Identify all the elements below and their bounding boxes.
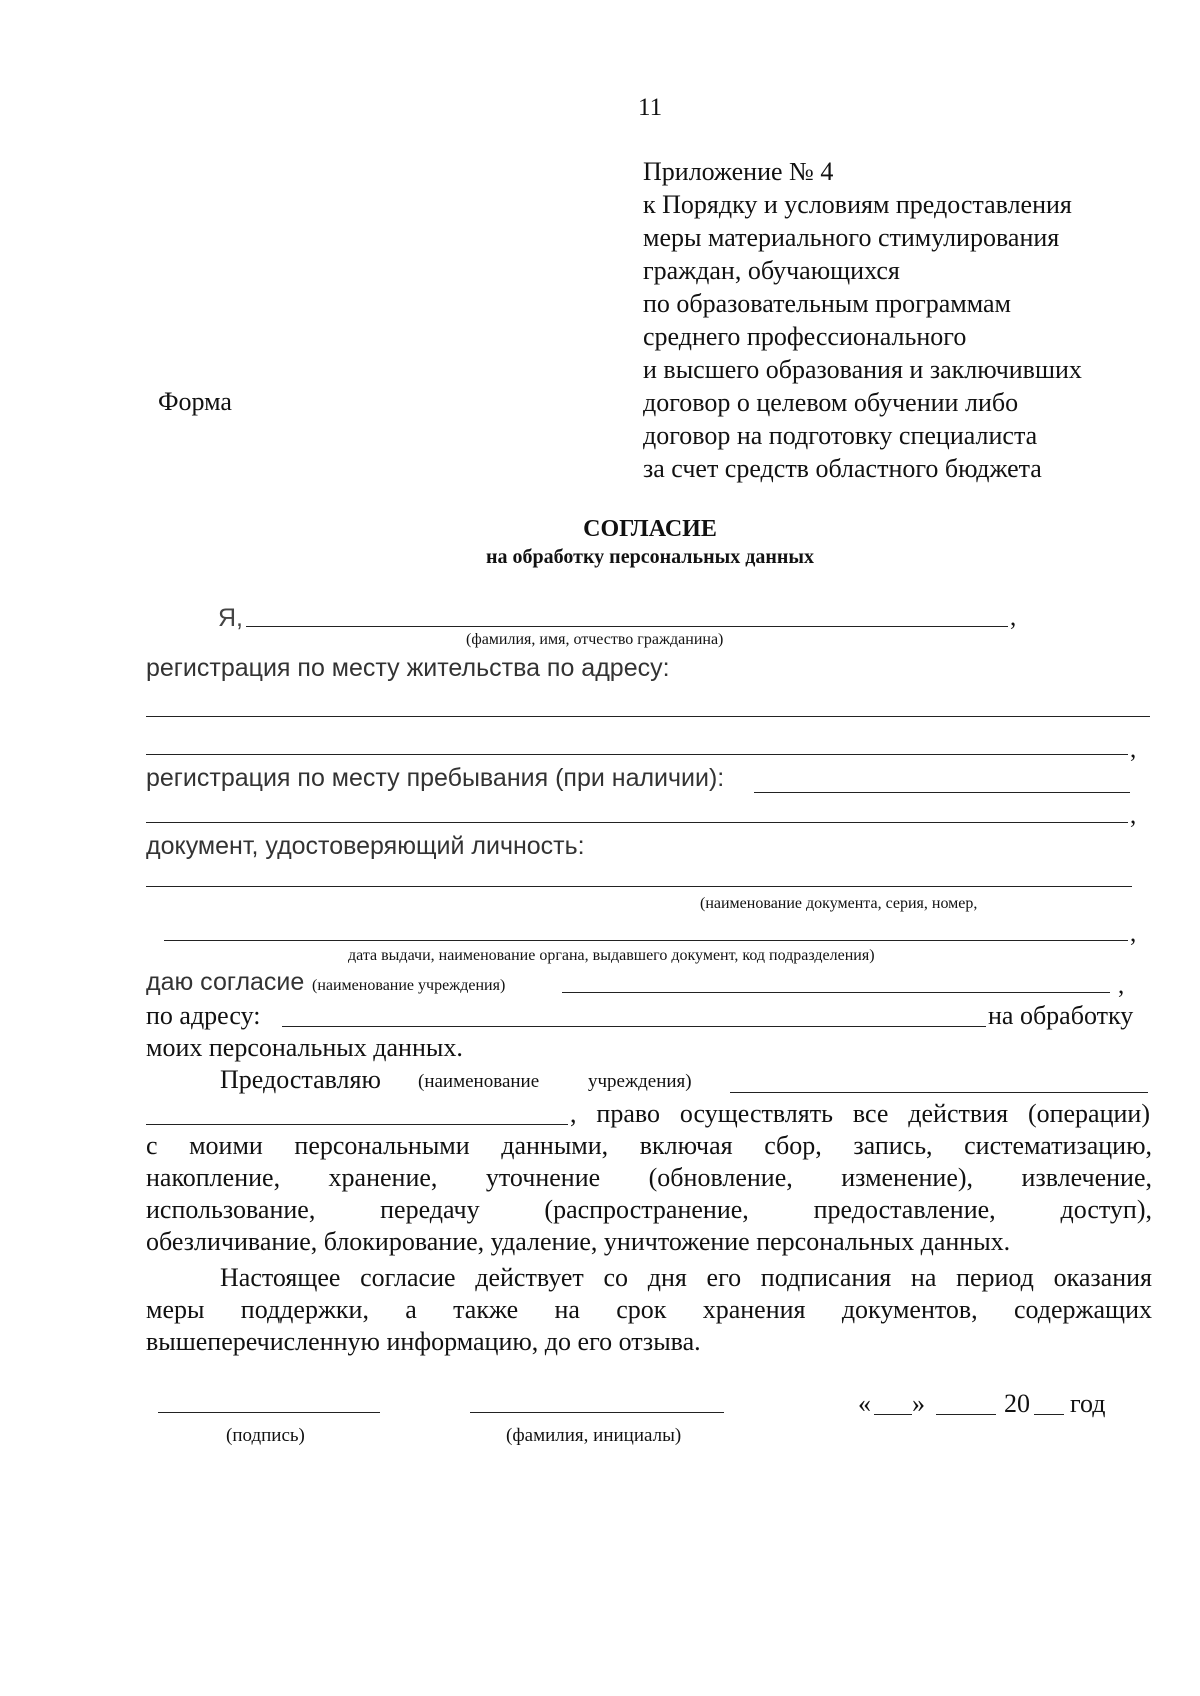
fio-field[interactable] — [246, 626, 1008, 627]
institution-hint: (наименование учреждения) — [312, 977, 506, 994]
paragraph-line: Настоящее согласие действует со дня его подписания на период оказания — [220, 1263, 1152, 1292]
rights-paragraph — [146, 1130, 1152, 1258]
name-initials-field[interactable] — [470, 1412, 724, 1413]
appendix-line: по образовательным программам — [643, 289, 1012, 318]
id-document-field-2[interactable] — [164, 940, 1128, 941]
appendix-line: граждан, обучающихся — [643, 256, 900, 285]
fio-hint: (фамилия, имя, отчество гражданина) — [466, 631, 724, 648]
year-prefix: 20 — [1004, 1389, 1030, 1418]
paragraph-line: меры поддержки, а также на срок хранения документов, содержащих — [146, 1295, 1152, 1324]
appendix-line: договор на подготовку специалиста — [643, 421, 1038, 450]
paragraph-line: использование, передачу (распространение, предоставление, доступ), — [146, 1195, 1152, 1224]
address-label: по адресу: — [146, 1001, 261, 1030]
form-label: Форма — [158, 387, 232, 416]
stay-address-field-2[interactable] — [146, 822, 1128, 823]
appendix-line: Приложение № 4 — [643, 157, 834, 186]
signature-hint: (подпись) — [226, 1425, 305, 1446]
stay-address-field-1[interactable] — [754, 792, 1130, 793]
appendix-block — [643, 156, 1082, 486]
provide-institution-field-1[interactable] — [730, 1092, 1148, 1093]
date-close-quote: » — [912, 1389, 925, 1418]
appendix-line: и высшего образования и заключивших — [643, 355, 1082, 384]
comma: , — [1130, 920, 1137, 947]
signature-field[interactable] — [158, 1412, 380, 1413]
appendix-line: за счет средств областного бюджета — [643, 454, 1042, 483]
provide-hint-2: учреждения) — [588, 1071, 692, 1092]
comma: , — [1130, 736, 1137, 763]
year-suffix: год — [1070, 1389, 1106, 1418]
paragraph-line: накопление, хранение, уточнение (обновление, изменение), извлечение, — [146, 1163, 1152, 1192]
appendix-line: меры материального стимулирования — [643, 223, 1060, 252]
comma: , — [1010, 604, 1017, 631]
provide-institution-field-2[interactable] — [146, 1124, 568, 1125]
institution-field[interactable] — [562, 992, 1110, 993]
paragraph-line: с моими персональными данными, включая сбор, запись, систематизацию, — [146, 1131, 1152, 1160]
provide-hint-1: (наименование — [418, 1071, 540, 1092]
doc-hint-1: (наименование документа, серия, номер, — [700, 895, 978, 912]
residence-address-field-2[interactable] — [146, 754, 1128, 755]
appendix-line: договор о целевом обучении либо — [643, 388, 1019, 417]
provide-label: Предоставляю — [220, 1065, 381, 1094]
processing-tail: на обработку — [988, 1001, 1134, 1030]
year-field[interactable] — [1034, 1414, 1064, 1415]
id-document-label: документ, удостоверяющий личность: — [146, 832, 585, 860]
appendix-line: к Порядку и условиям предоставления — [643, 190, 1072, 219]
registration-stay-label: регистрация по месту пребывания (при наличии): — [146, 764, 725, 792]
registration-residence-label: регистрация по месту жительства по адресу: — [146, 654, 670, 682]
processing-line2: моих персональных данных. — [146, 1033, 463, 1062]
consent-label: даю согласие — [146, 968, 305, 996]
paragraph-line: обезличивание, блокирование, удаление, уничтожение персональных данных. — [146, 1227, 1011, 1256]
date-open-quote: « — [858, 1389, 871, 1418]
month-field[interactable] — [936, 1414, 996, 1415]
day-field[interactable] — [874, 1414, 912, 1415]
appendix-line: среднего профессионального — [643, 322, 967, 351]
name-hint: (фамилия, инициалы) — [506, 1425, 682, 1446]
institution-address-field[interactable] — [282, 1026, 986, 1027]
doc-hint-2: дата выдачи, наименование органа, выдавшего документ, код подразделения) — [348, 947, 875, 964]
paragraph-line: вышеперечисленную информацию, до его отзыва. — [146, 1327, 701, 1356]
ya-label: Я, — [218, 604, 243, 632]
document-subtitle: на обработку персональных данных — [486, 546, 814, 568]
comma: , — [1118, 972, 1125, 999]
validity-paragraph — [146, 1262, 1152, 1358]
page-number: 11 — [638, 94, 663, 121]
residence-address-field-1[interactable] — [146, 716, 1150, 717]
comma: , — [1130, 802, 1137, 829]
id-document-field-1[interactable] — [146, 886, 1132, 887]
rights-tail: , право осуществлять все действия (операции) — [570, 1099, 1150, 1128]
document-title: СОГЛАСИЕ — [583, 516, 717, 542]
